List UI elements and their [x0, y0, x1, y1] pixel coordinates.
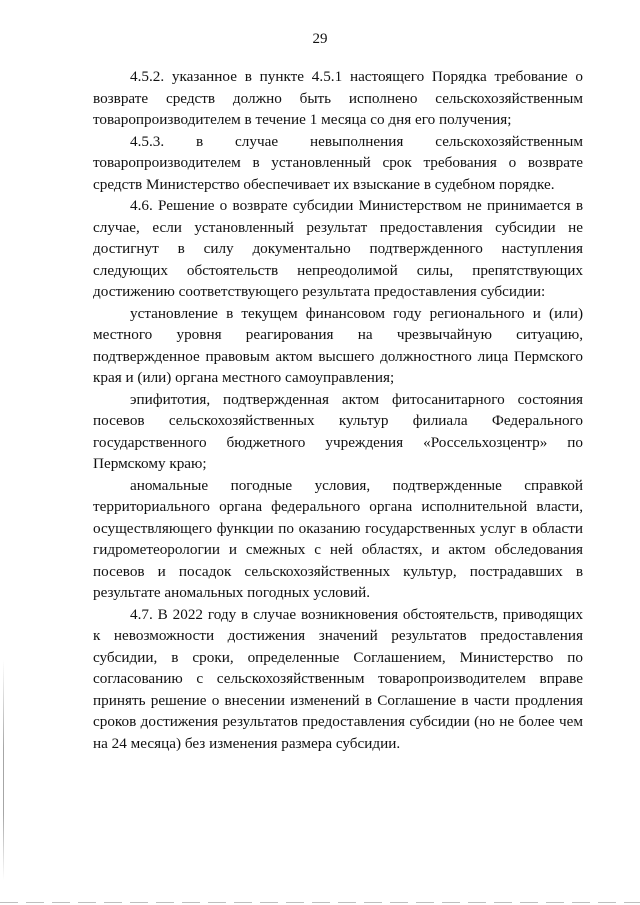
paragraph-epiphytotic: эпифитотия, подтвержденная актом фитосанитарного состояния посевов сельскохозяйственных культур филиала Федерального государственного бюджетного учреждения «Россельхозцентр» по Пермскому краю; [93, 390, 583, 472]
paragraph-4-5-2: 4.5.2. указанное в пункте 4.5.1 настоящего Порядка требование о возврате средств должно быть исполнено сельскохозяйственным товаропроизводителем в течение 1 месяца со дня его получения; [93, 68, 583, 128]
scan-edge-bottom [0, 902, 640, 903]
scan-edge-left [3, 660, 4, 880]
paragraph-4-7: 4.7. В 2022 году в случае возникновения обстоятельств, приводящих к невозможности достижения значений результатов предоставления субсидии, в сроки, определенные Соглашением, Министерство по согласованию с сельскохозяйственным товаропроизводителем вправе принять решение о внесении изменений в Соглашение в части продления сроков достижения результатов предоставления субсидии (но не более чем на 24 месяца) без изменения размера субсидии. [93, 605, 583, 752]
paragraph-4-6: 4.6. Решение о возврате субсидии Министерством не принимается в случае, если установленный результат предоставления субсидии не достигнут в силу документально подтвержденного наступления следующих обстоятельств непреодолимой силы, препятствующих достижению соответствующего результата предоставления субсидии: [93, 197, 583, 300]
page-number: 29 [312, 31, 328, 47]
paragraph-emergency: установление в текущем финансовом году регионального и (или) местного уровня реагирования на чрезвычайную ситуацию, подтвержденное правовым актом высшего должностного лица Пермского края и (или) органа местного самоуправления; [93, 304, 583, 386]
document-body [93, 66, 583, 754]
paragraph-weather: аномальные погодные условия, подтвержденные справкой территориального органа федерального органа исполнительной власти, осуществляющего функции по оказанию государственных услуг в области гидрометеорологии и смежных с ней областях, и актом обследования посевов и посадок сельскохозяйственных культур, пострадавших в результате аномальных погодных условий. [93, 476, 583, 601]
paragraph-4-5-3: 4.5.3. в случае невыполнения сельскохозяйственным товаропроизводителем в установленный срок требования о возврате средств Министерство обеспечивает их взыскание в судебном порядке. [93, 132, 583, 193]
